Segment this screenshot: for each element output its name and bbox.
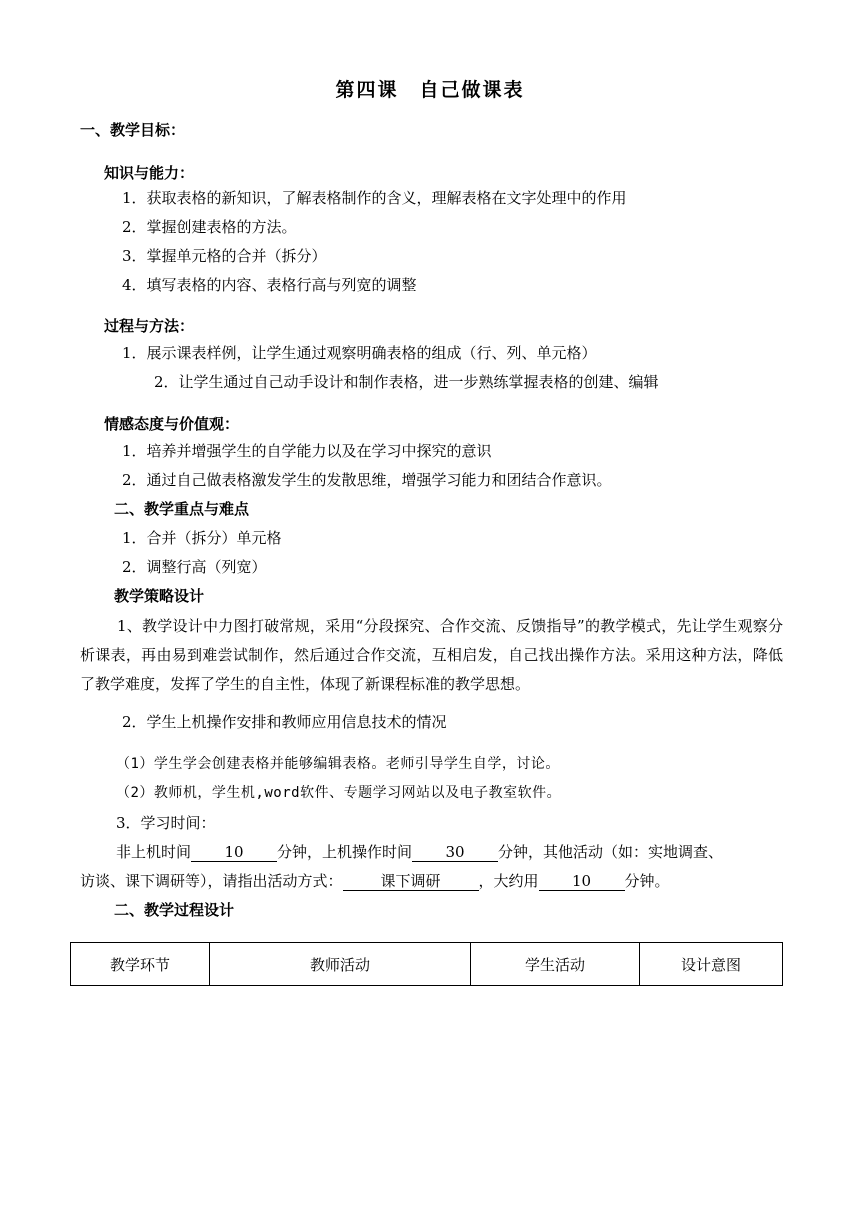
time-text: 分钟。 (624, 872, 670, 890)
time-text: 非上机时间 (116, 843, 192, 861)
list-item: 2．调整行高（列宽） (122, 558, 267, 576)
process-heading: 过程与方法： (104, 317, 195, 335)
teaching-process-table (70, 942, 783, 986)
table-header-cell: 教师活动 (210, 943, 471, 986)
time-line-1 (116, 842, 723, 862)
activity-method-value: 课下调研 (343, 872, 479, 891)
section-objectives-heading: 一、教学目标： (80, 121, 186, 139)
non-computer-time-value: 10 (191, 843, 277, 862)
list-item: 2．让学生通过自己动手设计和制作表格，进一步熟练掌握表格的创建、编辑 (154, 373, 659, 391)
strategy-paragraph: 1、教学设计中力图打破常规，采用“分段探究、合作交流、反馈指导”的教学模式，先让学生观察分析课表，再由易到难尝试制作，然后通过合作交流，互相启发，自己找出操作方法。采用这种方法，降低了教学难度，发挥了学生的自主性，体现了新课程标准的教学思想。 (80, 617, 783, 693)
time-text: 分钟，其他活动（如：实地调查、 (498, 843, 724, 861)
strategy-heading: 教学策略设计 (114, 587, 205, 605)
list-item: 1．培养并增强学生的自学能力以及在学习中探究的意识 (122, 442, 492, 460)
time-text: ，大约用 (478, 872, 539, 890)
table-row (71, 943, 783, 986)
time-text: 分钟，上机操作时间 (277, 843, 413, 861)
time-text: 访谈、课下调研等），请指出活动方式： (80, 872, 343, 890)
section-process-heading: 二、教学过程设计 (114, 901, 235, 919)
page-title: 第四课 自己做课表 (335, 79, 525, 101)
table-header-cell: 教学环节 (71, 943, 210, 986)
strategy-item-3: 3．学习时间： (116, 814, 216, 832)
strategy-sub-item: （1）学生学会创建表格并能够编辑表格。老师引导学生自学，讨论。 (116, 756, 560, 772)
list-item: 3．掌握单元格的合并（拆分） (122, 247, 327, 265)
table-header-cell: 设计意图 (640, 943, 783, 986)
emotion-heading: 情感态度与价值观： (104, 415, 240, 433)
list-item: 4．填写表格的内容、表格行高与列宽的调整 (122, 276, 417, 294)
strategy-item-2: 2．学生上机操作安排和教师应用信息技术的情况 (122, 713, 447, 731)
list-item: 2．掌握创建表格的方法。 (122, 218, 297, 236)
time-line-2 (80, 871, 670, 891)
strategy-sub-item: （2）教师机，学生机,word软件、专题学习网站以及电子教室软件。 (116, 785, 562, 801)
section-keypoints-heading: 二、教学重点与难点 (114, 500, 250, 518)
table-header-cell: 学生活动 (471, 943, 640, 986)
list-item: 1．获取表格的新知识，了解表格制作的含义，理解表格在文字处理中的作用 (122, 189, 627, 207)
knowledge-heading: 知识与能力： (104, 164, 195, 182)
activity-time-value: 10 (539, 872, 625, 891)
computer-time-value: 30 (412, 843, 498, 862)
list-item: 2．通过自己做表格激发学生的发散思维，增强学习能力和团结合作意识。 (122, 471, 612, 489)
list-item: 1．合并（拆分）单元格 (122, 529, 282, 547)
list-item: 1．展示课表样例，让学生通过观察明确表格的组成（行、列、单元格） (122, 344, 597, 362)
